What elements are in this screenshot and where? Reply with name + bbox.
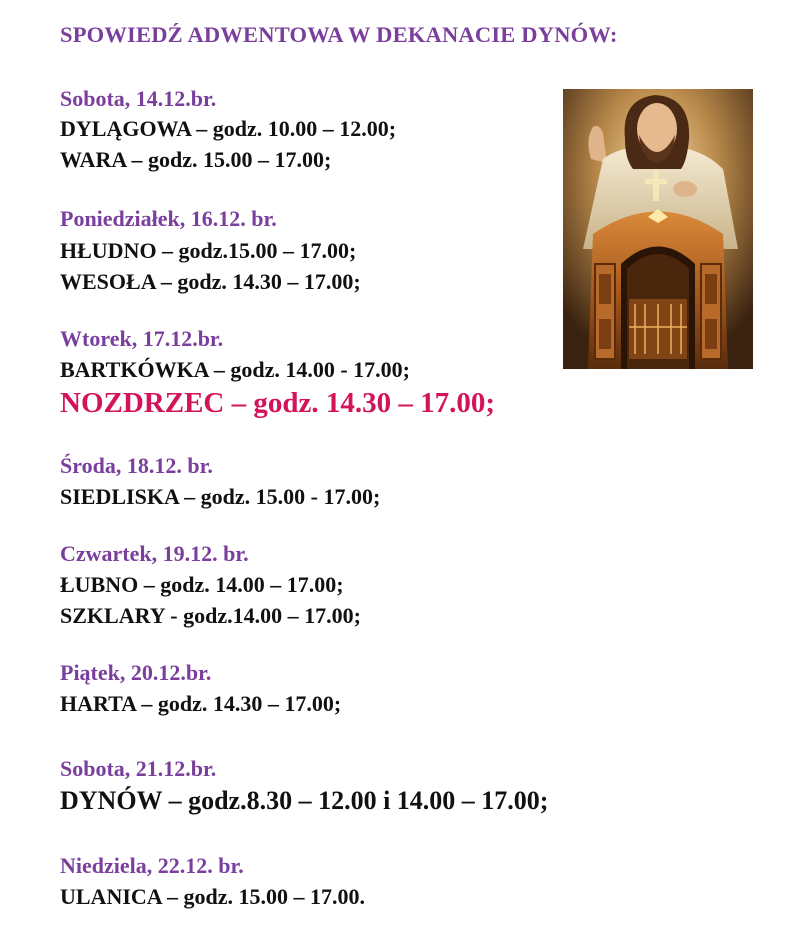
jesus-confessional-picture (563, 89, 753, 369)
schedule-entry-highlighted: NOZDRZEC – godz. 14.30 – 17.00; (60, 387, 496, 419)
day-heading: Środa, 18.12. br. (60, 453, 213, 478)
schedule-entry: HŁUDNO – godz.15.00 – 17.00; (60, 238, 357, 263)
schedule-entry: WARA – godz. 15.00 – 17.00; (60, 147, 332, 172)
day-heading: Czwartek, 19.12. br. (60, 541, 249, 566)
schedule-entry: SZKLARY - godz.14.00 – 17.00; (60, 603, 361, 628)
schedule-entry: HARTA – godz. 14.30 – 17.00; (60, 691, 342, 716)
schedule-entry: WESOŁA – godz. 14.30 – 17.00; (60, 269, 361, 294)
day-heading: Sobota, 14.12.br. (60, 86, 217, 111)
schedule-entry-large: DYNÓW – godz.8.30 – 12.00 i 14.00 – 17.00; (60, 786, 549, 815)
schedule-entry: ULANICA – godz. 15.00 – 17.00. (60, 884, 365, 909)
schedule-entry: ŁUBNO – godz. 14.00 – 17.00; (60, 572, 344, 597)
day-heading: Piątek, 20.12.br. (60, 660, 212, 685)
day-heading: Niedziela, 22.12. br. (60, 853, 244, 878)
schedule-entry: SIEDLISKA – godz. 15.00 - 17.00; (60, 484, 381, 509)
page-title: SPOWIEDŹ ADWENTOWA W DEKANACIE DYNÓW: (60, 22, 618, 47)
schedule-entry: DYLĄGOWA – godz. 10.00 – 12.00; (60, 116, 397, 141)
day-heading: Wtorek, 17.12.br. (60, 326, 224, 351)
day-heading: Sobota, 21.12.br. (60, 756, 217, 781)
day-heading: Poniedziałek, 16.12. br. (60, 206, 277, 231)
schedule-entry: BARTKÓWKA – godz. 14.00 - 17.00; (60, 357, 411, 382)
